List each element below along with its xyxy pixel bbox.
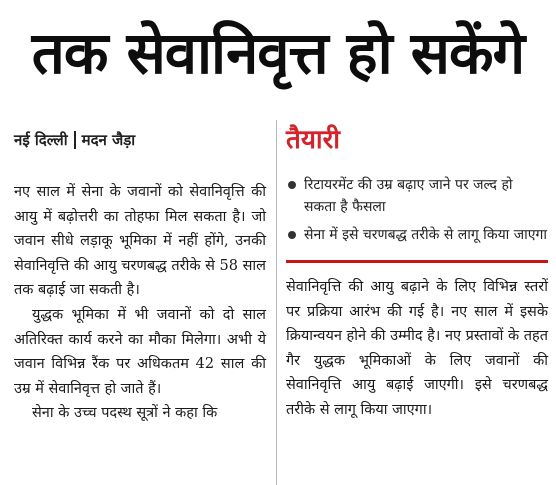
right-column xyxy=(286,120,548,423)
byline-author: मदन जैड़ा xyxy=(81,131,136,149)
byline xyxy=(14,130,135,150)
sidebar-bullet-item xyxy=(286,174,548,218)
headline: तक सेवानिवृत्त हो सकेंगे xyxy=(31,18,525,87)
bullet-dot-icon xyxy=(288,231,296,239)
sidebar-bullet-item xyxy=(286,224,548,246)
left-column xyxy=(14,180,266,426)
sidebar-bullet-text: सेना में इसे चरणबद्ध तरीके से लागू किया जाएगा xyxy=(304,227,548,243)
sidebar-bullet-list xyxy=(286,174,548,246)
right-column-body xyxy=(286,275,548,423)
right-paragraph: सेवानिवृत्ति की आयु बढ़ाने के लिए विभिन्न स्तरों पर प्रक्रिया आरंभ की गई है। नए साल में इसके क्रियान्वयन होने की उम्मीद है। नए प्रस्तावों के तहत गैर युद्धक भूमिकाओं के लिए जवानों की सेवानिवृत्ति आयु बढ़ाई जाएगी। इसे चरणबद्ध तरीके से लागू किया जाएगा। xyxy=(286,279,548,418)
column-divider xyxy=(276,120,277,485)
left-paragraph-2: युद्धक भूमिका में भी जवानों को दो साल अतिरिक्त कार्य करने का मौका मिलेगा। अभी ये जवान विभिन्न रैंक पर अधिकतम 42 साल की उम्र में सेवानिवृत्त हो जाते हैं। xyxy=(14,306,266,397)
sidebar-red-rule xyxy=(286,260,548,263)
byline-location: नई दिल्ली xyxy=(14,131,68,149)
sidebar-bullet-text: रिटायरमेंट की उम्र बढ़ाए जाने पर जल्द हो सकता है फैसला xyxy=(304,177,513,215)
left-paragraph-3: सेना के उच्च पदस्थ सूत्रों ने कहा कि xyxy=(32,405,218,422)
byline-separator xyxy=(74,131,76,149)
bullet-dot-icon xyxy=(288,181,296,189)
left-paragraph-1: नए साल में सेना के जवानों को सेवानिवृत्ति की आयु में बढ़ोत्तरी का तोहफा मिल सकता है। जो जवान सीधे लड़ाकू भूमिका में नहीं होंगे, उनकी सेवानिवृत्ति की आयु चरणबद्ध तरीके से 58 साल तक बढ़ाई जा सकती है। xyxy=(14,184,266,299)
sidebar-title: तैयारी xyxy=(286,125,341,155)
